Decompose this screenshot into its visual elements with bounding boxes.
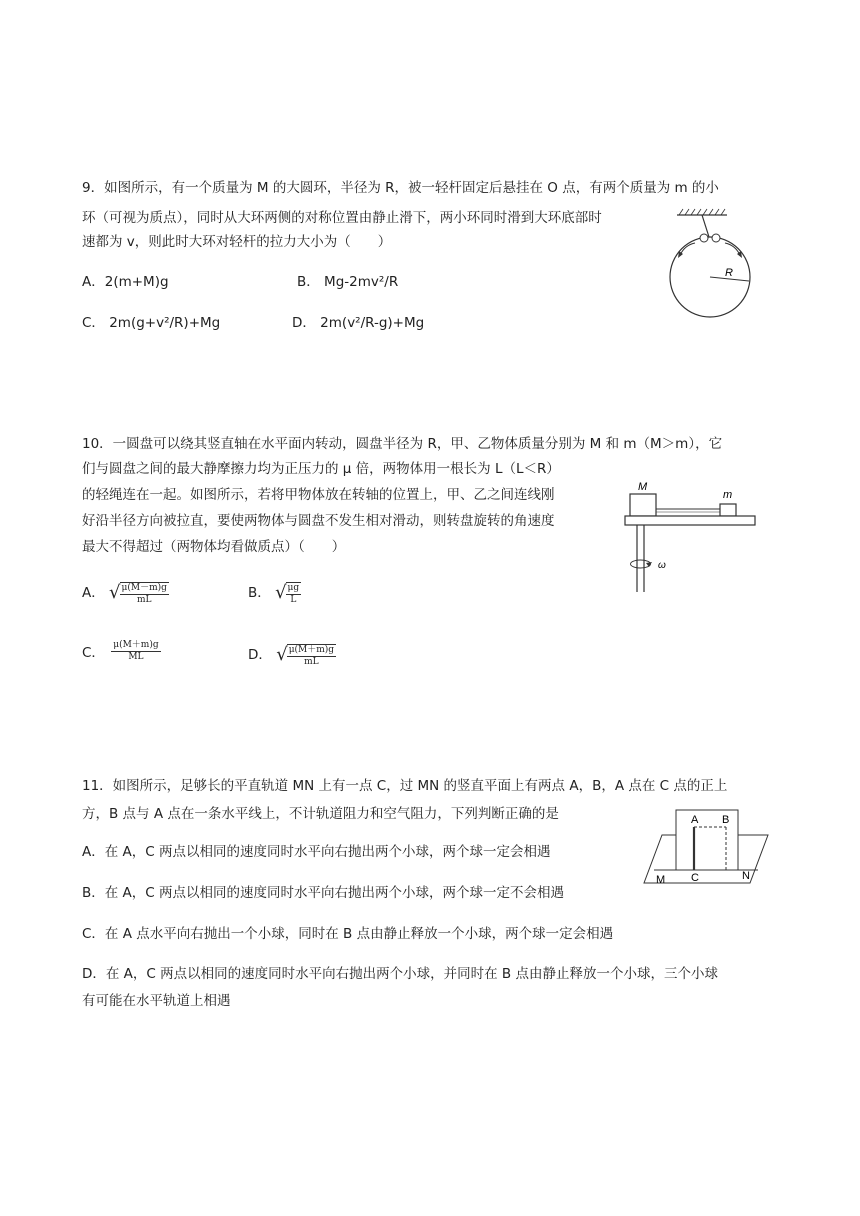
q9-radius-label: R xyxy=(725,267,733,279)
q11-option-c: C．在 A 点水平向右抛出一个小球，同时在 B 点由静止释放一个小球，两个球一定会相遇 xyxy=(82,926,614,942)
q11-option-a: A．在 A，C 两点以相同的速度同时水平向右抛出两个小球，两个球一定会相遇 xyxy=(82,844,551,860)
q9-line-2: 环（可视为质点），同时从大环两侧的对称位置由静止滑下，两小环同时滑到大环底部时 xyxy=(82,210,602,226)
q10-d-num: μ(M＋m)g xyxy=(288,645,335,655)
q10-b-num: μg xyxy=(287,583,300,593)
q10-omega-label: ω xyxy=(658,560,666,571)
q9-option-b: B． Mg-2mv²/R xyxy=(297,274,399,290)
q11-point-a-label: A xyxy=(691,814,699,826)
q10-line-5: 最大不得超过（两物体均看做质点）（ ） xyxy=(82,539,346,555)
q10-line-4: 好沿半径方向被拉直，要使两物体与圆盘不发生相对滑动，则转盘旋转的角速度 xyxy=(82,513,555,529)
q10-option-c-label: C． xyxy=(82,645,105,661)
q10-c-den: ML xyxy=(111,651,160,663)
q11-option-d-line-2: 有可能在水平轨道上相遇 xyxy=(82,993,231,1009)
q10-option-b xyxy=(248,578,301,608)
q11-point-b-label: B xyxy=(722,814,730,826)
q11-line-1: 11．如图所示，足够长的平直轨道 MN 上有一点 C，过 MN 的竖直平面上有两点 A，B，A 点在 C 点的正上 xyxy=(82,778,728,794)
q10-line-1: 10．一圆盘可以绕其竖直轴在水平面内转动，圆盘半径为 R，甲、乙物体质量分别为 M 和 m（M＞m），它 xyxy=(82,436,723,452)
q11-point-n-label: N xyxy=(742,870,750,882)
q10-option-a xyxy=(82,578,169,608)
q9-option-c: C． 2m(g+v²/R)+Mg xyxy=(82,315,221,331)
q10-disk-figure xyxy=(620,476,760,596)
q10-option-b-formula: √ $\frac{\mu g}{L}$ xyxy=(275,582,300,605)
q10-option-c xyxy=(82,640,161,663)
q11-line-2: 方，B 点与 A 点在一条水平线上，不计轨道阻力和空气阻力，下列判断正确的是 xyxy=(82,806,559,822)
q10-a-den: mL xyxy=(120,594,169,606)
q9-option-a: A．2(m+M)g xyxy=(82,274,169,290)
q10-option-d xyxy=(248,640,336,670)
q10-option-d-label: D． xyxy=(248,647,272,663)
q11-point-m-label: M xyxy=(656,874,666,885)
q10-b-den: L xyxy=(286,594,302,606)
q10-option-a-formula: √ $\frac{\mu(M-m)g}{mL}$ xyxy=(109,582,167,605)
q10-option-b-label: B． xyxy=(248,585,271,601)
q10-option-c-formula xyxy=(111,640,160,663)
q11-option-d-line-1: D．在 A，C 两点以相同的速度同时水平向右抛出两个小球，并同时在 B 点由静止释放一个小球，三个小球 xyxy=(82,966,718,982)
q10-d-den: mL xyxy=(287,656,336,668)
q11-track-figure xyxy=(640,805,770,885)
q11-option-b: B．在 A，C 两点以相同的速度同时水平向右抛出两个小球，两个球一定不会相遇 xyxy=(82,885,565,901)
q9-option-d: D． 2m(v²/R-g)+Mg xyxy=(292,315,425,331)
q9-line-3: 速都为 v，则此时大环对轻杆的拉力大小为（ ） xyxy=(82,234,392,250)
q11-point-c-label: C xyxy=(691,872,699,884)
q10-line-2: 们与圆盘之间的最大静摩擦力均为正压力的 μ 倍，两物体用一根长为 L（L＜R） xyxy=(82,461,560,477)
q10-big-mass-label: M xyxy=(638,481,648,493)
q10-line-3: 的轻绳连在一起。如图所示，若将甲物体放在转轴的位置上，甲、乙之间连线刚 xyxy=(82,487,555,503)
q9-ring-figure xyxy=(665,205,765,320)
q10-small-mass-label: m xyxy=(723,489,733,501)
q10-option-d-formula: √ $\frac{\mu(M+m)g}{mL}$ xyxy=(276,644,335,667)
q10-c-num: μ(M＋m)g xyxy=(113,640,159,650)
q9-line-1: 9．如图所示，有一个质量为 M 的大圆环，半径为 R，被一轻杆固定后悬挂在 O 点，有两个质量为 m 的小 xyxy=(82,180,719,196)
q10-option-a-label: A． xyxy=(82,585,105,601)
q10-a-num: μ(M－m)g xyxy=(121,583,167,593)
